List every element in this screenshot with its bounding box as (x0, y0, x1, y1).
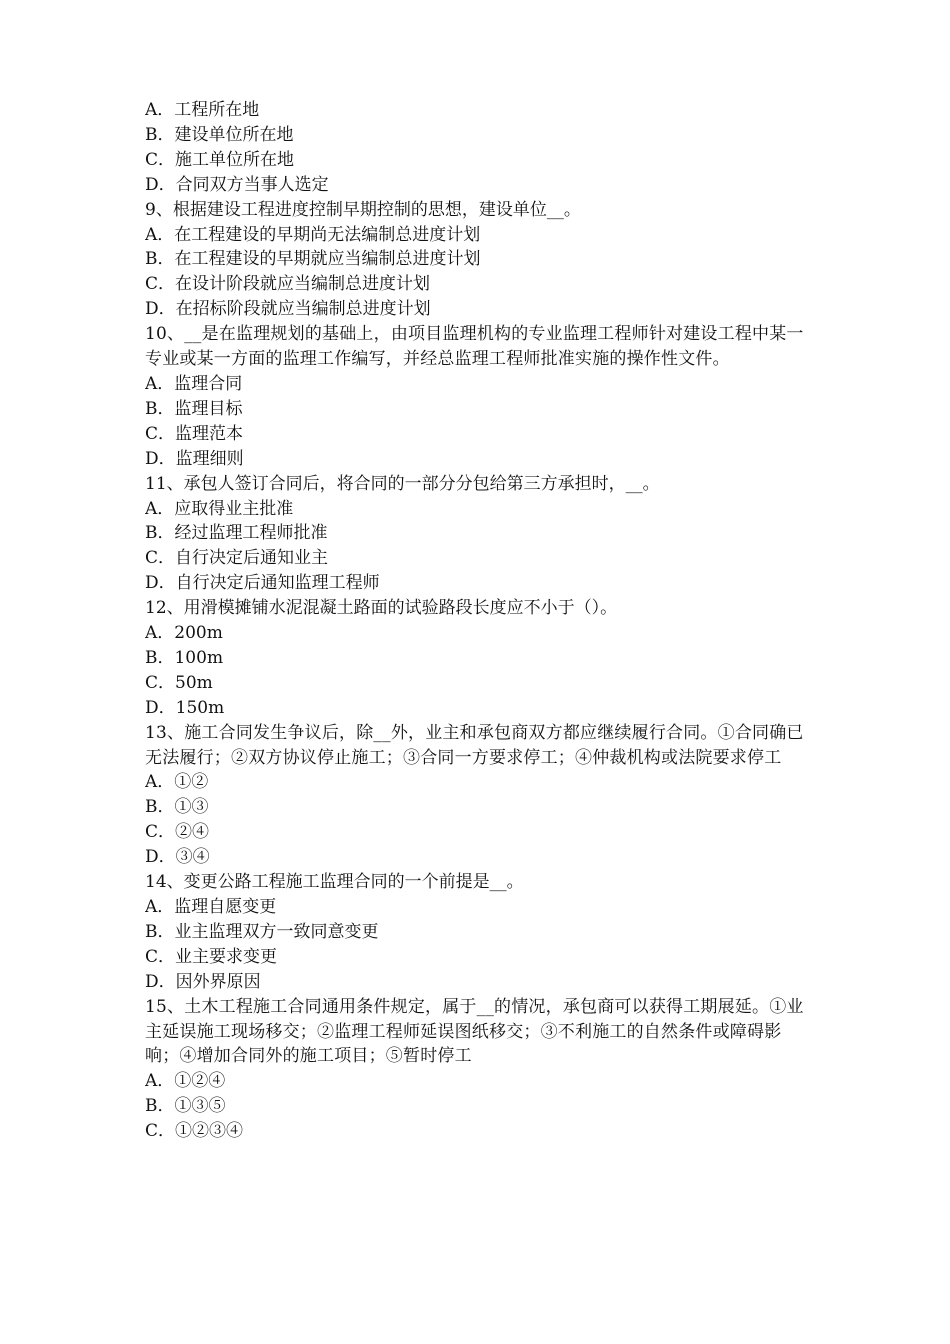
option-line: B．①③ (145, 797, 209, 818)
question-13 (145, 721, 810, 870)
option-line: C．50m (145, 672, 213, 693)
option-line: A．①②④ (145, 1071, 226, 1092)
option-line: A．在工程建设的早期尚无法编制总进度计划 (145, 224, 481, 245)
option-line: A．200m (145, 623, 223, 644)
option-line: B．经过监理工程师批准 (145, 523, 328, 544)
option-line: D．③④ (145, 847, 210, 868)
question-11 (145, 472, 810, 597)
question-stem: 10、__是在监理规划的基础上，由项目监理机构的专业监理工程师针对建设工程中某一专业或某一方面的监理工作编写，并经总监理工程师批准实施的操作性文件。 (145, 324, 804, 370)
option-line: A．监理合同 (145, 373, 243, 394)
question-15 (145, 995, 810, 1144)
option-line: B．100m (145, 647, 224, 668)
option-line: C．在设计阶段就应当编制总进度计划 (145, 274, 431, 295)
question-stem: 9、根据建设工程进度控制早期控制的思想，建设单位__。 (145, 199, 581, 220)
option-line: C．监理范本 (145, 423, 244, 444)
option-line: D．监理细则 (145, 448, 244, 469)
question-stem: 14、变更公路工程施工监理合同的一个前提是__。 (145, 872, 524, 893)
option-line: C．②④ (145, 822, 210, 843)
option-line: C．业主要求变更 (145, 946, 278, 967)
option-line: A．①② (145, 772, 209, 793)
option-line: D．自行决定后通知监理工程师 (145, 573, 380, 594)
option-line: B．监理目标 (145, 398, 243, 419)
option-line: A．工程所在地 (145, 100, 260, 120)
option-line: A．应取得业主批准 (145, 498, 294, 519)
option-line: D．150m (145, 697, 225, 718)
question-14 (145, 870, 810, 995)
option-line: B．建设单位所在地 (145, 124, 294, 145)
option-line: C．①②③④ (145, 1121, 244, 1142)
option-line: B．在工程建设的早期就应当编制总进度计划 (145, 249, 481, 270)
option-line: C．自行决定后通知业主 (145, 548, 329, 569)
leading-options (145, 98, 810, 198)
option-line: A．监理自愿变更 (145, 897, 277, 917)
question-10 (145, 322, 810, 471)
question-stem: 13、施工合同发生争议后，除__外，业主和承包商双方都应继续履行合同。①合同确已无法履行；②双方协议停止施工；③合同一方要求停工；④仲裁机构或法院要求停工 (145, 722, 804, 768)
option-line: D．因外界原因 (145, 971, 261, 992)
option-line: B．业主监理双方一致同意变更 (145, 921, 379, 942)
document-page (145, 98, 810, 1144)
option-line: C．施工单位所在地 (145, 149, 295, 170)
option-line: B．①③⑤ (145, 1096, 226, 1117)
question-9 (145, 198, 810, 323)
question-12 (145, 596, 810, 721)
question-stem: 15、土木工程施工合同通用条件规定，属于__的情况，承包商可以获得工期展延。①业主延误施工现场移交；②监理工程师延误图纸移交；③不利施工的自然条件或障碍影响；④增加合同外的施工项目；⑤暂时停工 (145, 996, 804, 1067)
option-line: D．在招标阶段就应当编制总进度计划 (145, 299, 431, 320)
question-stem: 12、用滑模摊铺水泥混凝土路面的试验路段长度应不小于（）。 (145, 598, 618, 619)
question-stem: 11、承包人签订合同后，将合同的一部分分包给第三方承担时，__。 (145, 473, 660, 494)
option-line: D．合同双方当事人选定 (145, 174, 329, 195)
